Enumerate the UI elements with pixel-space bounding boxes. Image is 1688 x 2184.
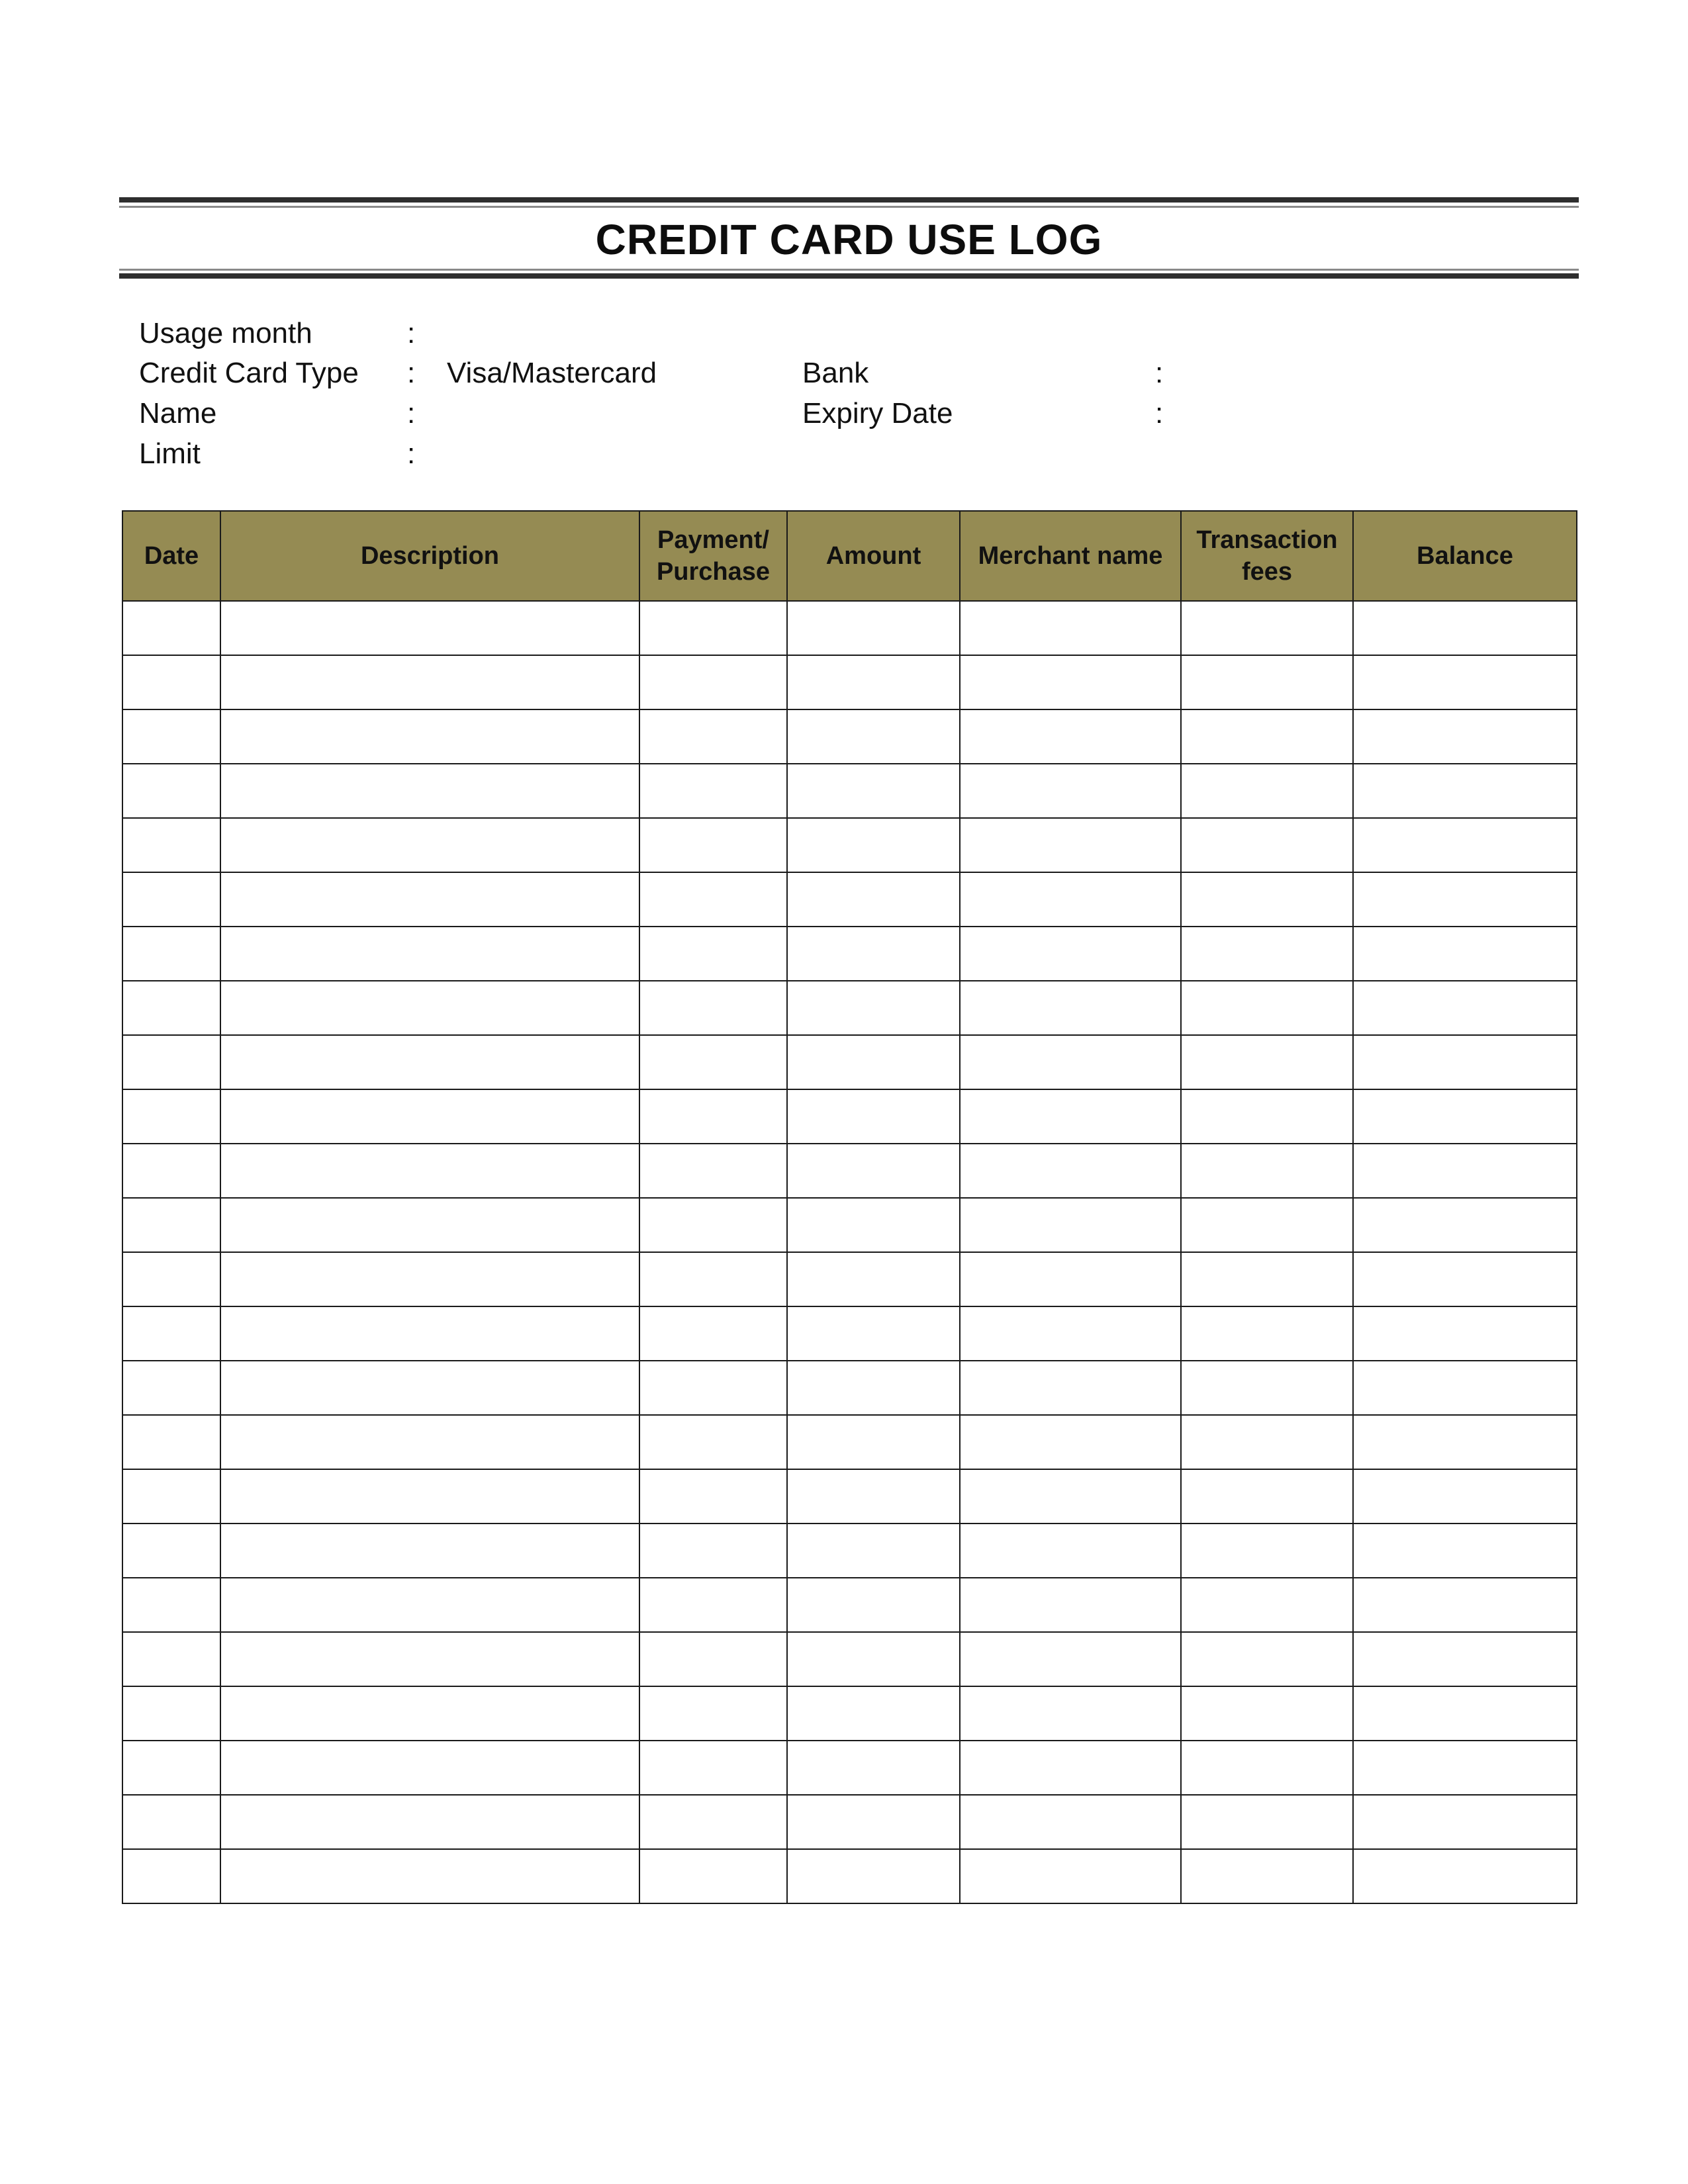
cell-date[interactable]: [122, 1795, 220, 1849]
card-type-colon: :: [407, 357, 416, 389]
table-row: [122, 1741, 1577, 1795]
cell-date[interactable]: [122, 1469, 220, 1524]
cell-date[interactable]: [122, 818, 220, 872]
cell-date[interactable]: [122, 981, 220, 1035]
cell-amount[interactable]: [787, 981, 960, 1035]
cell-balance[interactable]: [1353, 1144, 1577, 1198]
cell-transaction-fees[interactable]: [1181, 1035, 1353, 1089]
table-row: [122, 1361, 1577, 1415]
cell-merchant-name[interactable]: [960, 1415, 1181, 1469]
cell-payment-purchase[interactable]: [639, 764, 787, 818]
cell-merchant-name[interactable]: [960, 709, 1181, 764]
cell-balance[interactable]: [1353, 1741, 1577, 1795]
cell-merchant-name[interactable]: [960, 1741, 1181, 1795]
cell-date[interactable]: [122, 764, 220, 818]
cell-balance[interactable]: [1353, 1089, 1577, 1144]
cell-date[interactable]: [122, 1035, 220, 1089]
cell-amount[interactable]: [787, 1089, 960, 1144]
cell-transaction-fees[interactable]: [1181, 709, 1353, 764]
cell-amount[interactable]: [787, 655, 960, 709]
cell-amount[interactable]: [787, 1361, 960, 1415]
cell-amount[interactable]: [787, 1741, 960, 1795]
cell-description[interactable]: [220, 1415, 639, 1469]
header-payment-purchase: [639, 511, 787, 601]
table-row: [122, 1849, 1577, 1903]
cell-payment-purchase[interactable]: [639, 1795, 787, 1849]
cell-description[interactable]: [220, 981, 639, 1035]
cell-payment-purchase[interactable]: [639, 1035, 787, 1089]
cell-payment-purchase[interactable]: [639, 872, 787, 927]
title-rule-bottom: [119, 273, 1579, 279]
cell-amount[interactable]: [787, 1198, 960, 1252]
cell-payment-purchase[interactable]: [639, 1252, 787, 1306]
cell-payment-purchase[interactable]: [639, 1306, 787, 1361]
cell-merchant-name[interactable]: [960, 1686, 1181, 1741]
cell-balance[interactable]: [1353, 601, 1577, 655]
cell-amount[interactable]: [787, 1524, 960, 1578]
cell-merchant-name[interactable]: [960, 1578, 1181, 1632]
cell-merchant-name[interactable]: [960, 1198, 1181, 1252]
title-rule-top-thin: [119, 206, 1579, 208]
cell-transaction-fees[interactable]: [1181, 1144, 1353, 1198]
cell-balance[interactable]: [1353, 1035, 1577, 1089]
cell-balance[interactable]: [1353, 1306, 1577, 1361]
header-amount: [787, 511, 960, 601]
limit-colon: :: [407, 437, 416, 470]
cell-balance[interactable]: [1353, 709, 1577, 764]
cell-balance[interactable]: [1353, 872, 1577, 927]
header-balance-text: Balance: [1417, 542, 1513, 570]
cell-date[interactable]: [122, 1415, 220, 1469]
cell-balance[interactable]: [1353, 1686, 1577, 1741]
cell-date[interactable]: [122, 1306, 220, 1361]
cell-description[interactable]: [220, 1632, 639, 1686]
cell-date[interactable]: [122, 1578, 220, 1632]
cell-payment-purchase[interactable]: [639, 1524, 787, 1578]
cell-transaction-fees[interactable]: [1181, 1252, 1353, 1306]
cell-description[interactable]: [220, 1849, 639, 1903]
expiry-date-colon: :: [1155, 397, 1164, 430]
table-row: [122, 1144, 1577, 1198]
cell-amount[interactable]: [787, 1252, 960, 1306]
cell-amount[interactable]: [787, 927, 960, 981]
cell-description[interactable]: [220, 1035, 639, 1089]
header-description-text: Description: [360, 542, 500, 570]
table-row: [122, 872, 1577, 927]
header-payment-line1: Payment/: [657, 526, 769, 554]
cell-payment-purchase[interactable]: [639, 1849, 787, 1903]
title-rule-top: [119, 197, 1579, 203]
table-body: [122, 601, 1577, 1903]
cell-description[interactable]: [220, 709, 639, 764]
cell-transaction-fees[interactable]: [1181, 1795, 1353, 1849]
cell-transaction-fees[interactable]: [1181, 1524, 1353, 1578]
table-row: [122, 1469, 1577, 1524]
cell-amount[interactable]: [787, 818, 960, 872]
cell-description[interactable]: [220, 927, 639, 981]
expiry-date-label: Expiry Date: [802, 397, 953, 430]
title-rule-bottom-thin: [119, 269, 1579, 271]
cell-merchant-name[interactable]: [960, 818, 1181, 872]
cell-description[interactable]: [220, 1524, 639, 1578]
cell-balance[interactable]: [1353, 1795, 1577, 1849]
cell-balance[interactable]: [1353, 1578, 1577, 1632]
cell-description[interactable]: [220, 601, 639, 655]
table-row: [122, 1089, 1577, 1144]
cell-balance[interactable]: [1353, 655, 1577, 709]
cell-transaction-fees[interactable]: [1181, 818, 1353, 872]
cell-date[interactable]: [122, 1524, 220, 1578]
cell-amount[interactable]: [787, 872, 960, 927]
cell-merchant-name[interactable]: [960, 1361, 1181, 1415]
cell-description[interactable]: [220, 655, 639, 709]
cell-description[interactable]: [220, 1469, 639, 1524]
cell-amount[interactable]: [787, 1469, 960, 1524]
cell-description[interactable]: [220, 818, 639, 872]
cell-payment-purchase[interactable]: [639, 655, 787, 709]
cell-date[interactable]: [122, 1686, 220, 1741]
table-row: [122, 1035, 1577, 1089]
cell-amount[interactable]: [787, 1632, 960, 1686]
cell-balance[interactable]: [1353, 1632, 1577, 1686]
header-transaction-fees: [1181, 511, 1353, 601]
cell-payment-purchase[interactable]: [639, 1361, 787, 1415]
cell-amount[interactable]: [787, 1795, 960, 1849]
cell-amount[interactable]: [787, 1415, 960, 1469]
table-header-row: [122, 511, 1577, 601]
cell-payment-purchase[interactable]: [639, 1469, 787, 1524]
cell-description[interactable]: [220, 1361, 639, 1415]
table-row: [122, 1524, 1577, 1578]
table-row: [122, 981, 1577, 1035]
cell-merchant-name[interactable]: [960, 1849, 1181, 1903]
cell-transaction-fees[interactable]: [1181, 1415, 1353, 1469]
cell-date[interactable]: [122, 709, 220, 764]
cell-balance[interactable]: [1353, 927, 1577, 981]
table-row: [122, 1306, 1577, 1361]
cell-balance[interactable]: [1353, 764, 1577, 818]
cell-amount[interactable]: [787, 1686, 960, 1741]
cell-date[interactable]: [122, 1198, 220, 1252]
cell-amount[interactable]: [787, 601, 960, 655]
cell-payment-purchase[interactable]: [639, 1632, 787, 1686]
cell-date[interactable]: [122, 601, 220, 655]
cell-description[interactable]: [220, 764, 639, 818]
table-row: [122, 1686, 1577, 1741]
cell-balance[interactable]: [1353, 1849, 1577, 1903]
header-date: [122, 511, 220, 601]
cell-payment-purchase[interactable]: [639, 1578, 787, 1632]
cell-merchant-name[interactable]: [960, 1306, 1181, 1361]
cell-transaction-fees[interactable]: [1181, 927, 1353, 981]
cell-merchant-name[interactable]: [960, 927, 1181, 981]
cell-payment-purchase[interactable]: [639, 1198, 787, 1252]
cell-transaction-fees[interactable]: [1181, 1632, 1353, 1686]
header-fees-line1: Transaction: [1196, 526, 1338, 554]
cell-transaction-fees[interactable]: [1181, 1849, 1353, 1903]
name-label: Name: [139, 397, 217, 430]
cell-merchant-name[interactable]: [960, 1035, 1181, 1089]
cell-merchant-name[interactable]: [960, 764, 1181, 818]
credit-card-log-table: [122, 510, 1577, 1904]
cell-merchant-name[interactable]: [960, 981, 1181, 1035]
cell-balance[interactable]: [1353, 818, 1577, 872]
cell-transaction-fees[interactable]: [1181, 1306, 1353, 1361]
header-merchant-name: [960, 511, 1181, 601]
table-row: [122, 709, 1577, 764]
table-row: [122, 1632, 1577, 1686]
cell-transaction-fees[interactable]: [1181, 1741, 1353, 1795]
cell-balance[interactable]: [1353, 981, 1577, 1035]
cell-merchant-name[interactable]: [960, 655, 1181, 709]
cell-payment-purchase[interactable]: [639, 1415, 787, 1469]
cell-transaction-fees[interactable]: [1181, 1361, 1353, 1415]
cell-merchant-name[interactable]: [960, 601, 1181, 655]
cell-description[interactable]: [220, 1252, 639, 1306]
cell-transaction-fees[interactable]: [1181, 764, 1353, 818]
header-description: [220, 511, 639, 601]
cell-description[interactable]: [220, 1741, 639, 1795]
cell-transaction-fees[interactable]: [1181, 601, 1353, 655]
cell-date[interactable]: [122, 1089, 220, 1144]
header-amount-text: Amount: [825, 542, 921, 570]
cell-payment-purchase[interactable]: [639, 927, 787, 981]
cell-payment-purchase[interactable]: [639, 1144, 787, 1198]
cell-date[interactable]: [122, 1361, 220, 1415]
cell-date[interactable]: [122, 1632, 220, 1686]
cell-merchant-name[interactable]: [960, 1252, 1181, 1306]
cell-date[interactable]: [122, 927, 220, 981]
cell-payment-purchase[interactable]: [639, 818, 787, 872]
table-row: [122, 601, 1577, 655]
cell-date[interactable]: [122, 1849, 220, 1903]
cell-description[interactable]: [220, 872, 639, 927]
cell-transaction-fees[interactable]: [1181, 981, 1353, 1035]
table-row: [122, 1415, 1577, 1469]
table-row: [122, 927, 1577, 981]
cell-amount[interactable]: [787, 764, 960, 818]
cell-merchant-name[interactable]: [960, 872, 1181, 927]
cell-balance[interactable]: [1353, 1415, 1577, 1469]
cell-date[interactable]: [122, 872, 220, 927]
cell-amount[interactable]: [787, 1849, 960, 1903]
cell-amount[interactable]: [787, 709, 960, 764]
cell-transaction-fees[interactable]: [1181, 1469, 1353, 1524]
card-type-label: Credit Card Type: [139, 357, 359, 389]
cell-payment-purchase[interactable]: [639, 981, 787, 1035]
cell-transaction-fees[interactable]: [1181, 655, 1353, 709]
cell-payment-purchase[interactable]: [639, 1089, 787, 1144]
cell-payment-purchase[interactable]: [639, 601, 787, 655]
limit-label: Limit: [139, 437, 201, 470]
table-row: [122, 764, 1577, 818]
cell-balance[interactable]: [1353, 1524, 1577, 1578]
cell-transaction-fees[interactable]: [1181, 1686, 1353, 1741]
cell-date[interactable]: [122, 1144, 220, 1198]
cell-payment-purchase[interactable]: [639, 1686, 787, 1741]
cell-description[interactable]: [220, 1089, 639, 1144]
header-fees-line2: fees: [1241, 558, 1293, 586]
table-row: [122, 1198, 1577, 1252]
header-payment-line2: Purchase: [656, 558, 771, 586]
usage-month-label: Usage month: [139, 317, 312, 349]
cell-balance[interactable]: [1353, 1361, 1577, 1415]
cell-merchant-name[interactable]: [960, 1632, 1181, 1686]
table-row: [122, 1578, 1577, 1632]
cell-transaction-fees[interactable]: [1181, 1089, 1353, 1144]
cell-description[interactable]: [220, 1144, 639, 1198]
cell-amount[interactable]: [787, 1144, 960, 1198]
cell-description[interactable]: [220, 1795, 639, 1849]
cell-date[interactable]: [122, 655, 220, 709]
cell-amount[interactable]: [787, 1035, 960, 1089]
cell-balance[interactable]: [1353, 1198, 1577, 1252]
page-title: CREDIT CARD USE LOG: [595, 216, 1103, 263]
table-row: [122, 655, 1577, 709]
cell-payment-purchase[interactable]: [639, 1741, 787, 1795]
header-balance: [1353, 511, 1577, 601]
cell-merchant-name[interactable]: [960, 1089, 1181, 1144]
header-date-text: Date: [144, 542, 199, 570]
header-merchant-text: Merchant name: [978, 542, 1163, 570]
cell-balance[interactable]: [1353, 1469, 1577, 1524]
cell-amount[interactable]: [787, 1578, 960, 1632]
bank-colon: :: [1155, 357, 1164, 389]
card-type-value[interactable]: Visa/Mastercard: [447, 357, 657, 389]
cell-date[interactable]: [122, 1252, 220, 1306]
cell-transaction-fees[interactable]: [1181, 872, 1353, 927]
cell-description[interactable]: [220, 1686, 639, 1741]
cell-description[interactable]: [220, 1198, 639, 1252]
cell-payment-purchase[interactable]: [639, 709, 787, 764]
cell-description[interactable]: [220, 1306, 639, 1361]
cell-amount[interactable]: [787, 1306, 960, 1361]
name-colon: :: [407, 397, 416, 430]
bank-label: Bank: [802, 357, 869, 389]
cell-merchant-name[interactable]: [960, 1469, 1181, 1524]
cell-merchant-name[interactable]: [960, 1795, 1181, 1849]
cell-merchant-name[interactable]: [960, 1144, 1181, 1198]
cell-merchant-name[interactable]: [960, 1524, 1181, 1578]
table-row: [122, 1252, 1577, 1306]
table-row: [122, 818, 1577, 872]
cell-transaction-fees[interactable]: [1181, 1198, 1353, 1252]
table-row: [122, 1795, 1577, 1849]
usage-month-colon: :: [407, 317, 416, 349]
cell-description[interactable]: [220, 1578, 639, 1632]
cell-balance[interactable]: [1353, 1252, 1577, 1306]
cell-transaction-fees[interactable]: [1181, 1578, 1353, 1632]
cell-date[interactable]: [122, 1741, 220, 1795]
